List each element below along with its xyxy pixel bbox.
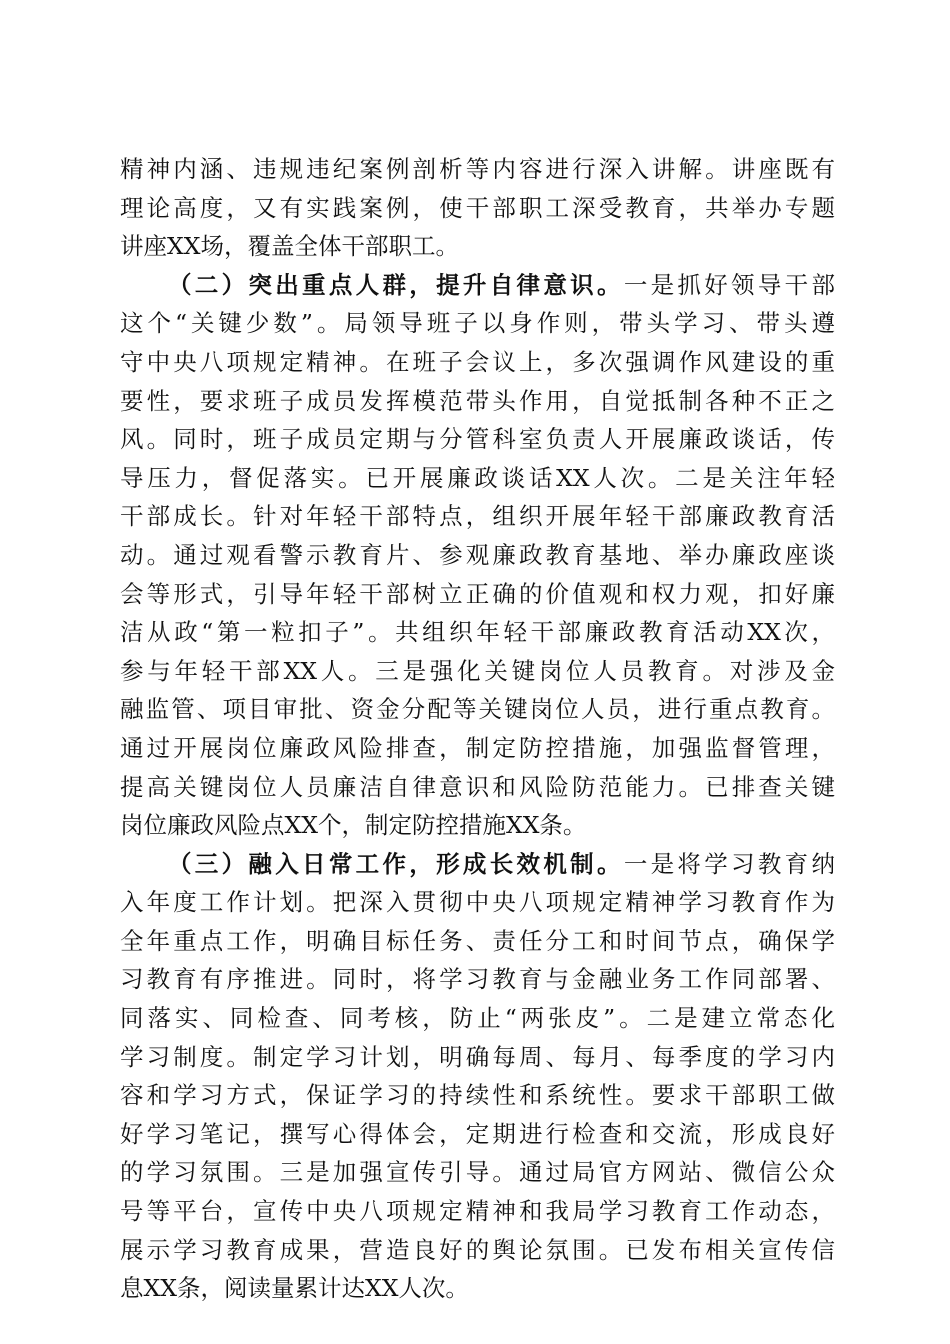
- paragraph-2-line: 动。通过观看警示教育片、参观廉政教育基地、举办廉政座谈: [120, 540, 835, 569]
- paragraph-3-line: 容和学习方式，保证学习的持续性和系统性。要求干部职工做: [120, 1081, 835, 1110]
- paragraph-3-first-line: [120, 845, 835, 884]
- paragraph-2-line: 会等形式，引导年轻干部树立正确的价值观和权力观，扣好廉: [120, 579, 835, 608]
- paragraph-2-line: 这个“关键少数”。局领导班子以身作则，带头学习、带头遵: [120, 309, 835, 338]
- paragraph-3-line: 号等平台，宣传中央八项规定精神和我局学习教育工作动态，: [120, 1197, 835, 1226]
- body-text: [120, 150, 835, 1308]
- paragraph-3-line: 学习制度。制定学习计划，明确每周、每月、每季度的学习内: [120, 1042, 835, 1071]
- paragraph-1-line-2: 理论高度，又有实践案例，使干部职工深受教育，共举办专题: [120, 193, 835, 222]
- paragraph-2-line: 导压力，督促落实。已开展廉政谈话XX人次。二是关注年轻: [120, 463, 835, 492]
- section-3-heading: （三）融入日常工作，形成长效机制。: [168, 849, 624, 878]
- paragraph-2-line: 通过开展岗位廉政风险排查，制定防控措施，加强监督管理，: [120, 733, 835, 762]
- paragraph-1-line-3: 讲座XX场，覆盖全体干部职工。: [120, 232, 459, 261]
- paragraph-2-line: 守中央八项规定精神。在班子会议上，多次强调作风建设的重: [120, 347, 835, 376]
- paragraph-2-line: 提高关键岗位人员廉洁自律意识和风险防范能力。已排查关键: [120, 772, 835, 801]
- paragraph-3-line: 习教育有序推进。同时，将学习教育与金融业务工作同部署、: [120, 965, 835, 994]
- paragraph-3-line: 好学习笔记，撰写心得体会，定期进行检查和交流，形成良好: [120, 1119, 835, 1148]
- paragraph-3-line: 的学习氛围。三是加强宣传引导。通过局官方网站、微信公众: [120, 1158, 835, 1187]
- paragraph-3-line: 入年度工作计划。把深入贯彻中央八项规定精神学习教育作为: [120, 888, 835, 917]
- paragraph-3-line: 全年重点工作，明确目标任务、责任分工和时间节点，确保学: [120, 926, 835, 955]
- paragraph-2-first-line: [120, 266, 835, 305]
- paragraph-2-line: 要性，要求班子成员发挥模范带头作用，自觉抵制各种不正之: [120, 386, 835, 415]
- paragraph-2-line: 干部成长。针对年轻干部特点，组织开展年轻干部廉政教育活: [120, 502, 835, 531]
- paragraph-2-line: 融监管、项目审批、资金分配等关键岗位人员，进行重点教育。: [120, 695, 835, 724]
- paragraph-3-line: 息XX条，阅读量累计达XX人次。: [120, 1274, 469, 1303]
- paragraph-3-first-line-rest: 一是将学习教育纳: [623, 849, 835, 878]
- paragraph-3-line: 同落实、同检查、同考核，防止“两张皮”。二是建立常态化: [120, 1004, 835, 1033]
- paragraph-3-line: 展示学习教育成果，营造良好的舆论氛围。已发布相关宣传信: [120, 1235, 835, 1264]
- paragraph-1-line-1: 精神内涵、违规违纪案例剖析等内容进行深入讲解。讲座既有: [120, 155, 835, 183]
- paragraph-2-line: 参与年轻干部XX人。三是强化关键岗位人员教育。对涉及金: [120, 656, 835, 685]
- paragraph-2-line: 洁从政“第一粒扣子”。共组织年轻干部廉政教育活动XX次，: [120, 618, 835, 647]
- paragraph-2-first-line-rest: 一是抓好领导干部: [623, 270, 835, 299]
- paragraph-2-line: 风。同时，班子成员定期与分管科室负责人开展廉政谈话，传: [120, 425, 835, 454]
- section-2-heading: （二）突出重点人群，提升自律意识。: [168, 270, 624, 299]
- paragraph-2-line: 岗位廉政风险点XX个，制定防控措施XX条。: [120, 811, 587, 840]
